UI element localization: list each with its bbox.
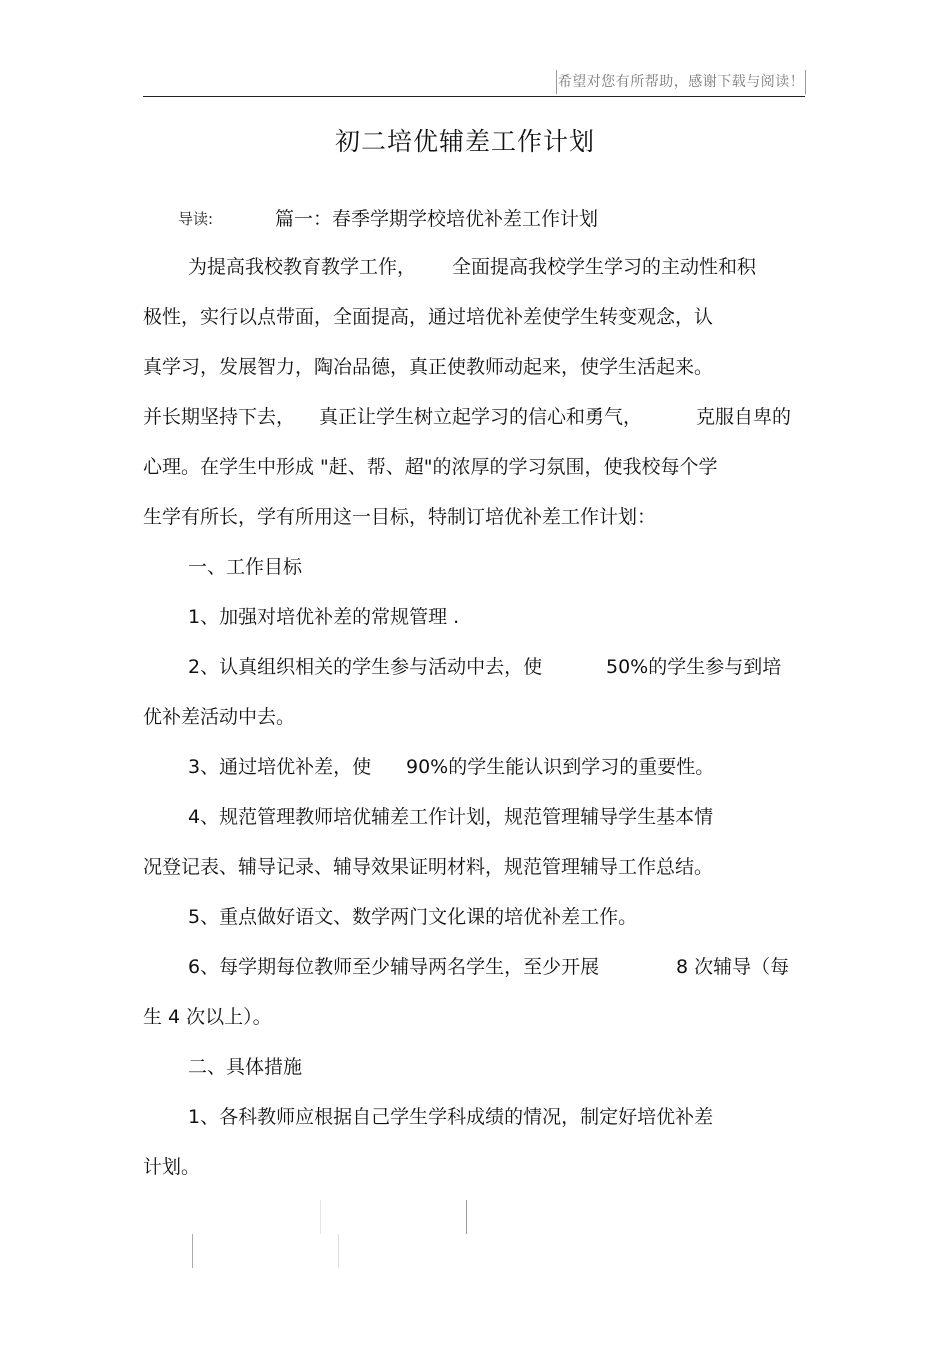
artifact-line [338, 1234, 339, 1268]
list-item: 1、各科教师应根据自己学生学科成绩的情况，制定好培优补差 [188, 1106, 714, 1128]
list-item: 8 次辅导（每 [676, 956, 790, 978]
page-title: 初二培优辅差工作计划 [334, 127, 595, 156]
paragraph-line: 并长期坚持下去， [143, 406, 296, 428]
lead-label: 导读: [178, 210, 214, 228]
lead-text: 篇一：春季学期学校培优补差工作计划 [275, 208, 599, 230]
section-heading: 一、工作目标 [188, 556, 303, 578]
list-item: 6、每学期每位教师至少辅导两名学生，至少开展 [188, 956, 600, 978]
list-item: 1、加强对培优补差的常规管理 . [188, 606, 460, 628]
header-note: 希望对您有所帮助，感谢下载与阅读！ [556, 70, 806, 94]
header-rule [143, 96, 805, 97]
paragraph-line: 真正让学生树立起学习的信心和勇气， [319, 406, 643, 428]
section-heading: 二、具体措施 [188, 1056, 303, 1078]
list-item: 50%的学生参与到培 [606, 656, 782, 678]
list-item: 2、认真组织相关的学生参与活动中去，使 [188, 656, 543, 678]
list-item: 90%的学生能认识到学习的重要性。 [406, 756, 715, 778]
paragraph-line: 心理。在学生中形成 "赶、帮、超"的浓厚的学习氛围，使我校每个学 [143, 456, 718, 478]
list-item: 生 4 次以上）。 [143, 1006, 272, 1028]
list-item: 3、通过培优补差，使 [188, 756, 372, 778]
artifact-line [466, 1200, 467, 1234]
paragraph-line: 生学有所长，学有所用这一目标，特制订培优补差工作计划： [143, 506, 657, 528]
paragraph-line: 为提高我校教育教学工作， [188, 256, 417, 278]
list-item: 优补差活动中去。 [143, 706, 296, 728]
list-item: 计划。 [143, 1156, 201, 1178]
artifact-line [192, 1234, 193, 1268]
paragraph-line: 极性，实行以点带面，全面提高，通过培优补差使学生转变观念，认 [143, 306, 714, 328]
list-item: 况登记表、辅导记录、辅导效果证明材料，规范管理辅导工作总结。 [143, 856, 714, 878]
paragraph-line: 全面提高我校学生学习的主动性和积 [452, 256, 757, 278]
list-item: 4、规范管理教师培优辅差工作计划，规范管理辅导学生基本情 [188, 806, 714, 828]
paragraph-line: 真学习，发展智力，陶冶品德，真正使教师动起来，使学生活起来。 [143, 356, 714, 378]
artifact-line [320, 1200, 321, 1234]
paragraph-line: 克服自卑的 [696, 406, 792, 428]
list-item: 5、重点做好语文、数学两门文化课的培优补差工作。 [188, 906, 638, 928]
